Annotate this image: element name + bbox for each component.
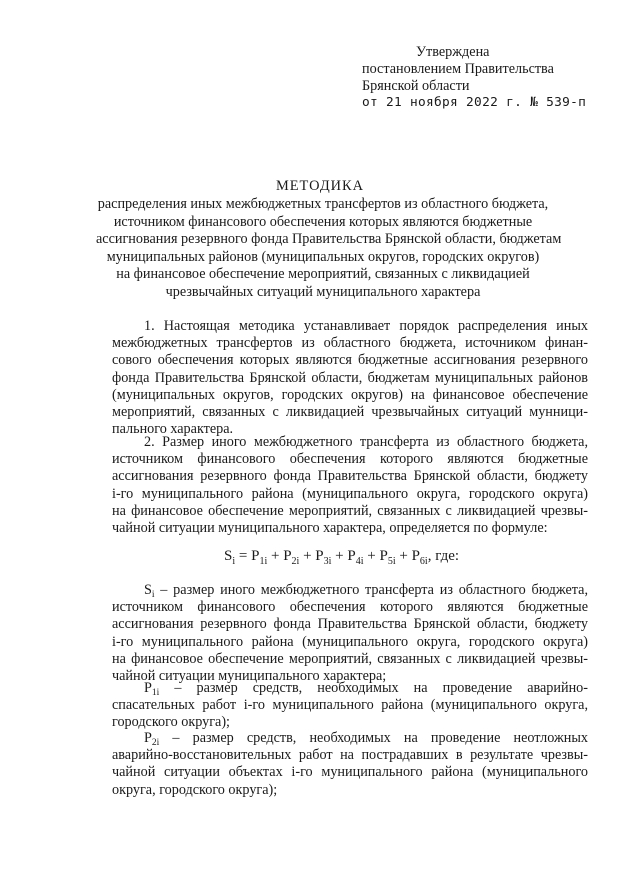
subtitle-line: муниципальных районов (муниципальных округов, городских округов): [106, 248, 540, 265]
paragraph-line: чайной ситуации муниципального характера, определяется по формуле:: [112, 519, 548, 536]
paragraph-line: аварийно-восстановительных работ на пострадавших в результате чрезвы-: [112, 747, 588, 764]
formula-plus: +: [299, 548, 316, 564]
paragraph-line: мероприятий, связанных с ликвидацией чрезвычайных ситуаций мунници-: [112, 403, 588, 420]
subtitle-line: чрезвычайных ситуаций муниципального характера: [165, 283, 481, 300]
paragraph-line: источником финансового обеспечения которого являются бюджетные: [112, 599, 588, 616]
subtitle-line: источником финансового обеспечения которых являются бюджетные: [113, 213, 533, 230]
paragraph-line: чайной ситуации муниципального характера;: [112, 667, 387, 684]
approval-line-3: Брянской области: [362, 78, 470, 94]
subtitle-line: распределения иных межбюджетных трансфертов из областного бюджета,: [97, 196, 549, 212]
paragraph-p2i-definition: [112, 730, 588, 799]
formula-term: $P_{2i}$: [283, 548, 300, 567]
paragraph-line: чайной ситуации объектах i-го муниципального района (муниципального: [112, 764, 588, 781]
formula-term: $P_{6i}$: [411, 548, 428, 567]
formula-term: $P_{3i}$: [315, 548, 332, 567]
paragraph-line: i-го муниципального района (муниципального округа, городского округа): [112, 485, 588, 502]
paragraph-line: округа, городского округа);: [112, 781, 278, 798]
approval-stamp: [362, 44, 622, 112]
formula-term: $P_{4i}$: [347, 548, 364, 567]
paragraph-line: (муниципальных округов, городских округов) на финансовое обеспечение: [112, 386, 588, 403]
paragraph-line: i-го муниципального района (муниципального округа, городского округа): [112, 633, 588, 650]
document-subtitle: [96, 196, 562, 302]
paragraph-line: источником финансового обеспечения которого являются бюджетные: [112, 451, 588, 468]
formula-plus: +: [331, 548, 348, 564]
formula-terms: [251, 548, 428, 567]
paragraph-line: спасательных работ i-го муниципального района (муниципального округа,: [112, 697, 588, 714]
formula-lhs-subscript: i: [232, 556, 236, 567]
paragraph-line: пального характера.: [112, 421, 234, 438]
approval-date-line: от 21 ноября 2022 г. № 539-п: [362, 95, 587, 110]
paragraph-line: межбюджетных трансфертов из областного бюджета, источником финан-: [112, 335, 588, 352]
paragraph-line: ассигнования резервного фонда Правительства Брянской области, бюджету: [112, 468, 588, 485]
paragraph-line: 1. Настоящая методика устанавливает порядок распределения иных: [144, 318, 588, 334]
paragraph-line: $P_{1i}$ – размер средств, необходимых на проведение аварийно-: [112, 680, 588, 697]
paragraph-si-definition: [112, 582, 588, 685]
formula-lhs: S: [224, 548, 233, 564]
paragraph-line: $P_{2i}$ – размер средств, необходимых на проведение неотложных: [112, 730, 588, 747]
paragraph-line: фонда Правительства Брянской области, бюджетам муниципальных районов: [112, 369, 588, 386]
paragraph-line: городского округа);: [112, 714, 230, 731]
paragraph-line: на финансовое обеспечение мероприятий, связанных с ликвидацией чрезвы-: [112, 502, 588, 519]
formula-equals: =: [238, 548, 248, 564]
formula: [224, 548, 544, 570]
document-title: МЕТОДИКА: [275, 178, 365, 194]
subtitle-line: ассигнования резервного фонда Правительства Брянской области, бюджетам: [96, 231, 562, 248]
paragraph-line: ассигнования резервного фонда Правительства Брянской области, бюджету: [112, 616, 588, 633]
formula-term: $P_{5i}$: [379, 548, 396, 567]
symbol-si: $S_i$: [144, 582, 155, 600]
formula-term: $P_{1i}$: [251, 548, 268, 567]
subtitle-line: на финансовое обеспечение мероприятий, связанных с ликвидацией: [116, 266, 530, 283]
formula-plus: +: [363, 548, 380, 564]
formula-suffix: , где:: [427, 548, 460, 564]
paragraph-1: [112, 318, 588, 438]
formula-plus: +: [395, 548, 412, 564]
paragraph-p1i-definition: [112, 680, 588, 732]
approval-line-1: Утверждена: [416, 44, 490, 60]
symbol-p2i: $P_{2i}$: [144, 730, 160, 748]
paragraph-line: 2. Размер иного межбюджетного трансферта из областного бюджета,: [144, 434, 588, 450]
paragraph-line: на финансовое обеспечение мероприятий, связанных с ликвидацией чрезвы-: [112, 650, 588, 667]
formula-plus: +: [267, 548, 284, 564]
symbol-p1i: $P_{1i}$: [144, 680, 160, 698]
paragraph-line: сового обеспечения которых являются бюджетные ассигнования резервного: [112, 352, 588, 369]
paragraph-line: $S_i$ – размер иного межбюджетного трансферта из областного бюджета,: [112, 582, 588, 599]
paragraph-2: [112, 434, 588, 537]
approval-line-2: постановлением Правительства: [362, 61, 554, 77]
